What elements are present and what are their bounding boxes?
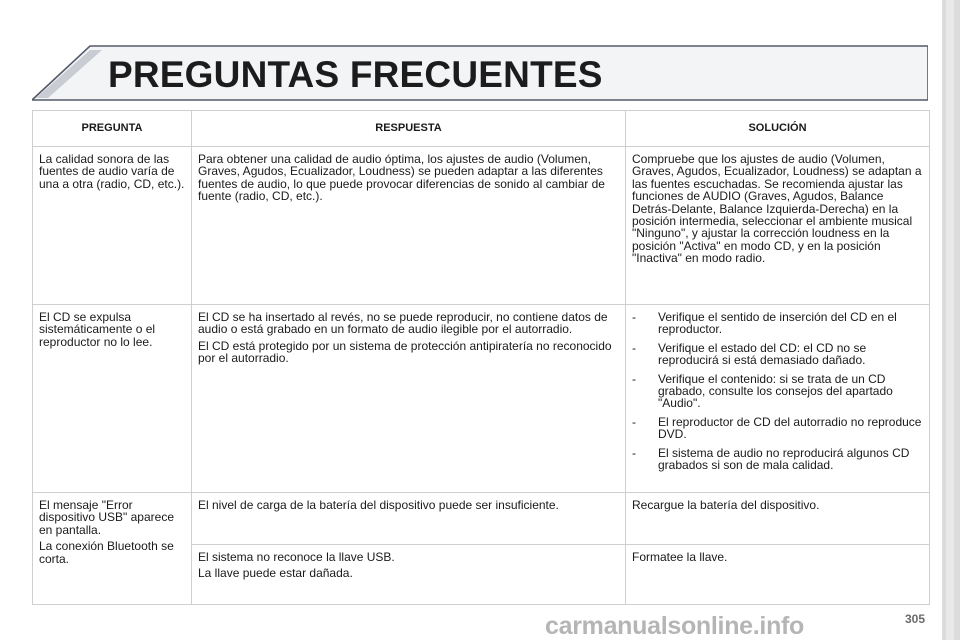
page-edge-stripe-inner — [946, 0, 954, 640]
table-row — [33, 147, 930, 305]
bullet-dash: - — [632, 445, 636, 460]
answer-text: Para obtener una calidad de audio óptima, los ajustes de audio (Volumen, Graves, Agudos, Ecualizador, Loudness) se pueden adaptar a las diferentes fuentes de audio, lo que puede provocar diferencias de sonido al cambiar de fuente (radio, CD, etc.). — [198, 152, 605, 204]
watermark: carmanualsonline.info — [545, 612, 805, 640]
bullet-text: Verifique el estado del CD: el CD no se reproducirá si está demasiado dañado. — [658, 340, 867, 368]
page-number: 305 — [905, 612, 926, 626]
faq-table — [32, 110, 930, 605]
question-cell — [33, 493, 192, 605]
bullet-dash: - — [632, 310, 636, 324]
answer-cell — [192, 147, 626, 305]
solution-bullet-list — [632, 311, 923, 471]
solution-cell — [626, 147, 930, 305]
list-item — [632, 447, 923, 472]
answer-cell — [192, 545, 626, 605]
question-text: La calidad sonora de las fuentes de audio varía de una a otra (radio, CD, etc.). — [39, 152, 185, 191]
solution-cell — [626, 545, 930, 605]
column-header-answer: RESPUESTA — [192, 111, 626, 147]
table-header-row — [33, 111, 930, 147]
bullet-text: Verifique el contenido: si se trata de un CD grabado, consulte los consejos del apartado "Audio". — [658, 371, 893, 411]
bullet-dash: - — [632, 414, 636, 429]
answer-text: La llave puede estar dañada. — [198, 566, 353, 581]
list-item — [632, 311, 923, 336]
question-text: El mensaje "Error dispositivo USB" aparece en pantalla. — [39, 498, 174, 537]
bullet-dash: - — [632, 340, 636, 355]
answer-text: El sistema no reconoce la llave USB. — [198, 550, 395, 564]
question-text: El CD se expulsa sistemáticamente o el reproductor no lo lee. — [39, 310, 156, 349]
bullet-text: Verifique el sentido de inserción del CD en el reproductor. — [658, 310, 897, 337]
answer-text: El CD se ha insertado al revés, no se puede reproducir, no contiene datos de audio o está grabado en un formato de audio ilegible por el autorradio. — [198, 310, 608, 337]
bullet-dash: - — [632, 371, 636, 386]
solution-text: Compruebe que los ajustes de audio (Volumen, Graves, Agudos, Ecualizador, Loudness) se adaptan a las fuentes escuchadas. Se recomienda ajustar las funciones de AUDIO (Graves, Agudos, Balance Detrás-Delante, Balance Izquierda-Derecha) en la posición intermedia, seleccionar el ambiente musical "Ninguno", y ajustar la corrección loudness en la posición "Activa" en modo CD, y en la posición "Inactiva" en modo radio. — [632, 152, 922, 266]
solution-cell — [626, 493, 930, 545]
answer-text: El CD está protegido por un sistema de protección antipiratería no reconocido por el autorradio. — [198, 338, 612, 366]
page-title: PREGUNTAS FRECUENTES — [108, 54, 603, 95]
page-header — [32, 44, 928, 102]
question-cell — [33, 305, 192, 493]
solution-text: Formatee la llave. — [632, 550, 728, 564]
answer-cell — [192, 493, 626, 545]
column-header-solution: SOLUCIÓN — [626, 111, 930, 147]
table-row — [33, 305, 930, 493]
list-item — [632, 373, 923, 410]
question-text: La conexión Bluetooth se corta. — [39, 539, 174, 566]
table-row — [33, 493, 930, 545]
question-cell — [33, 147, 192, 305]
answer-cell — [192, 305, 626, 493]
bullet-text: El reproductor de CD del autorradio no reproduce DVD. — [658, 414, 922, 442]
column-header-question: PREGUNTA — [33, 111, 192, 147]
bullet-text: El sistema de audio no reproducirá algunos CD grabados si son de mala calidad. — [658, 445, 910, 473]
solution-text: Recargue la batería del dispositivo. — [632, 498, 820, 512]
list-item — [632, 416, 923, 441]
answer-text: El nivel de carga de la batería del dispositivo puede ser insuficiente. — [198, 498, 559, 512]
solution-cell — [626, 305, 930, 493]
list-item — [632, 342, 923, 367]
